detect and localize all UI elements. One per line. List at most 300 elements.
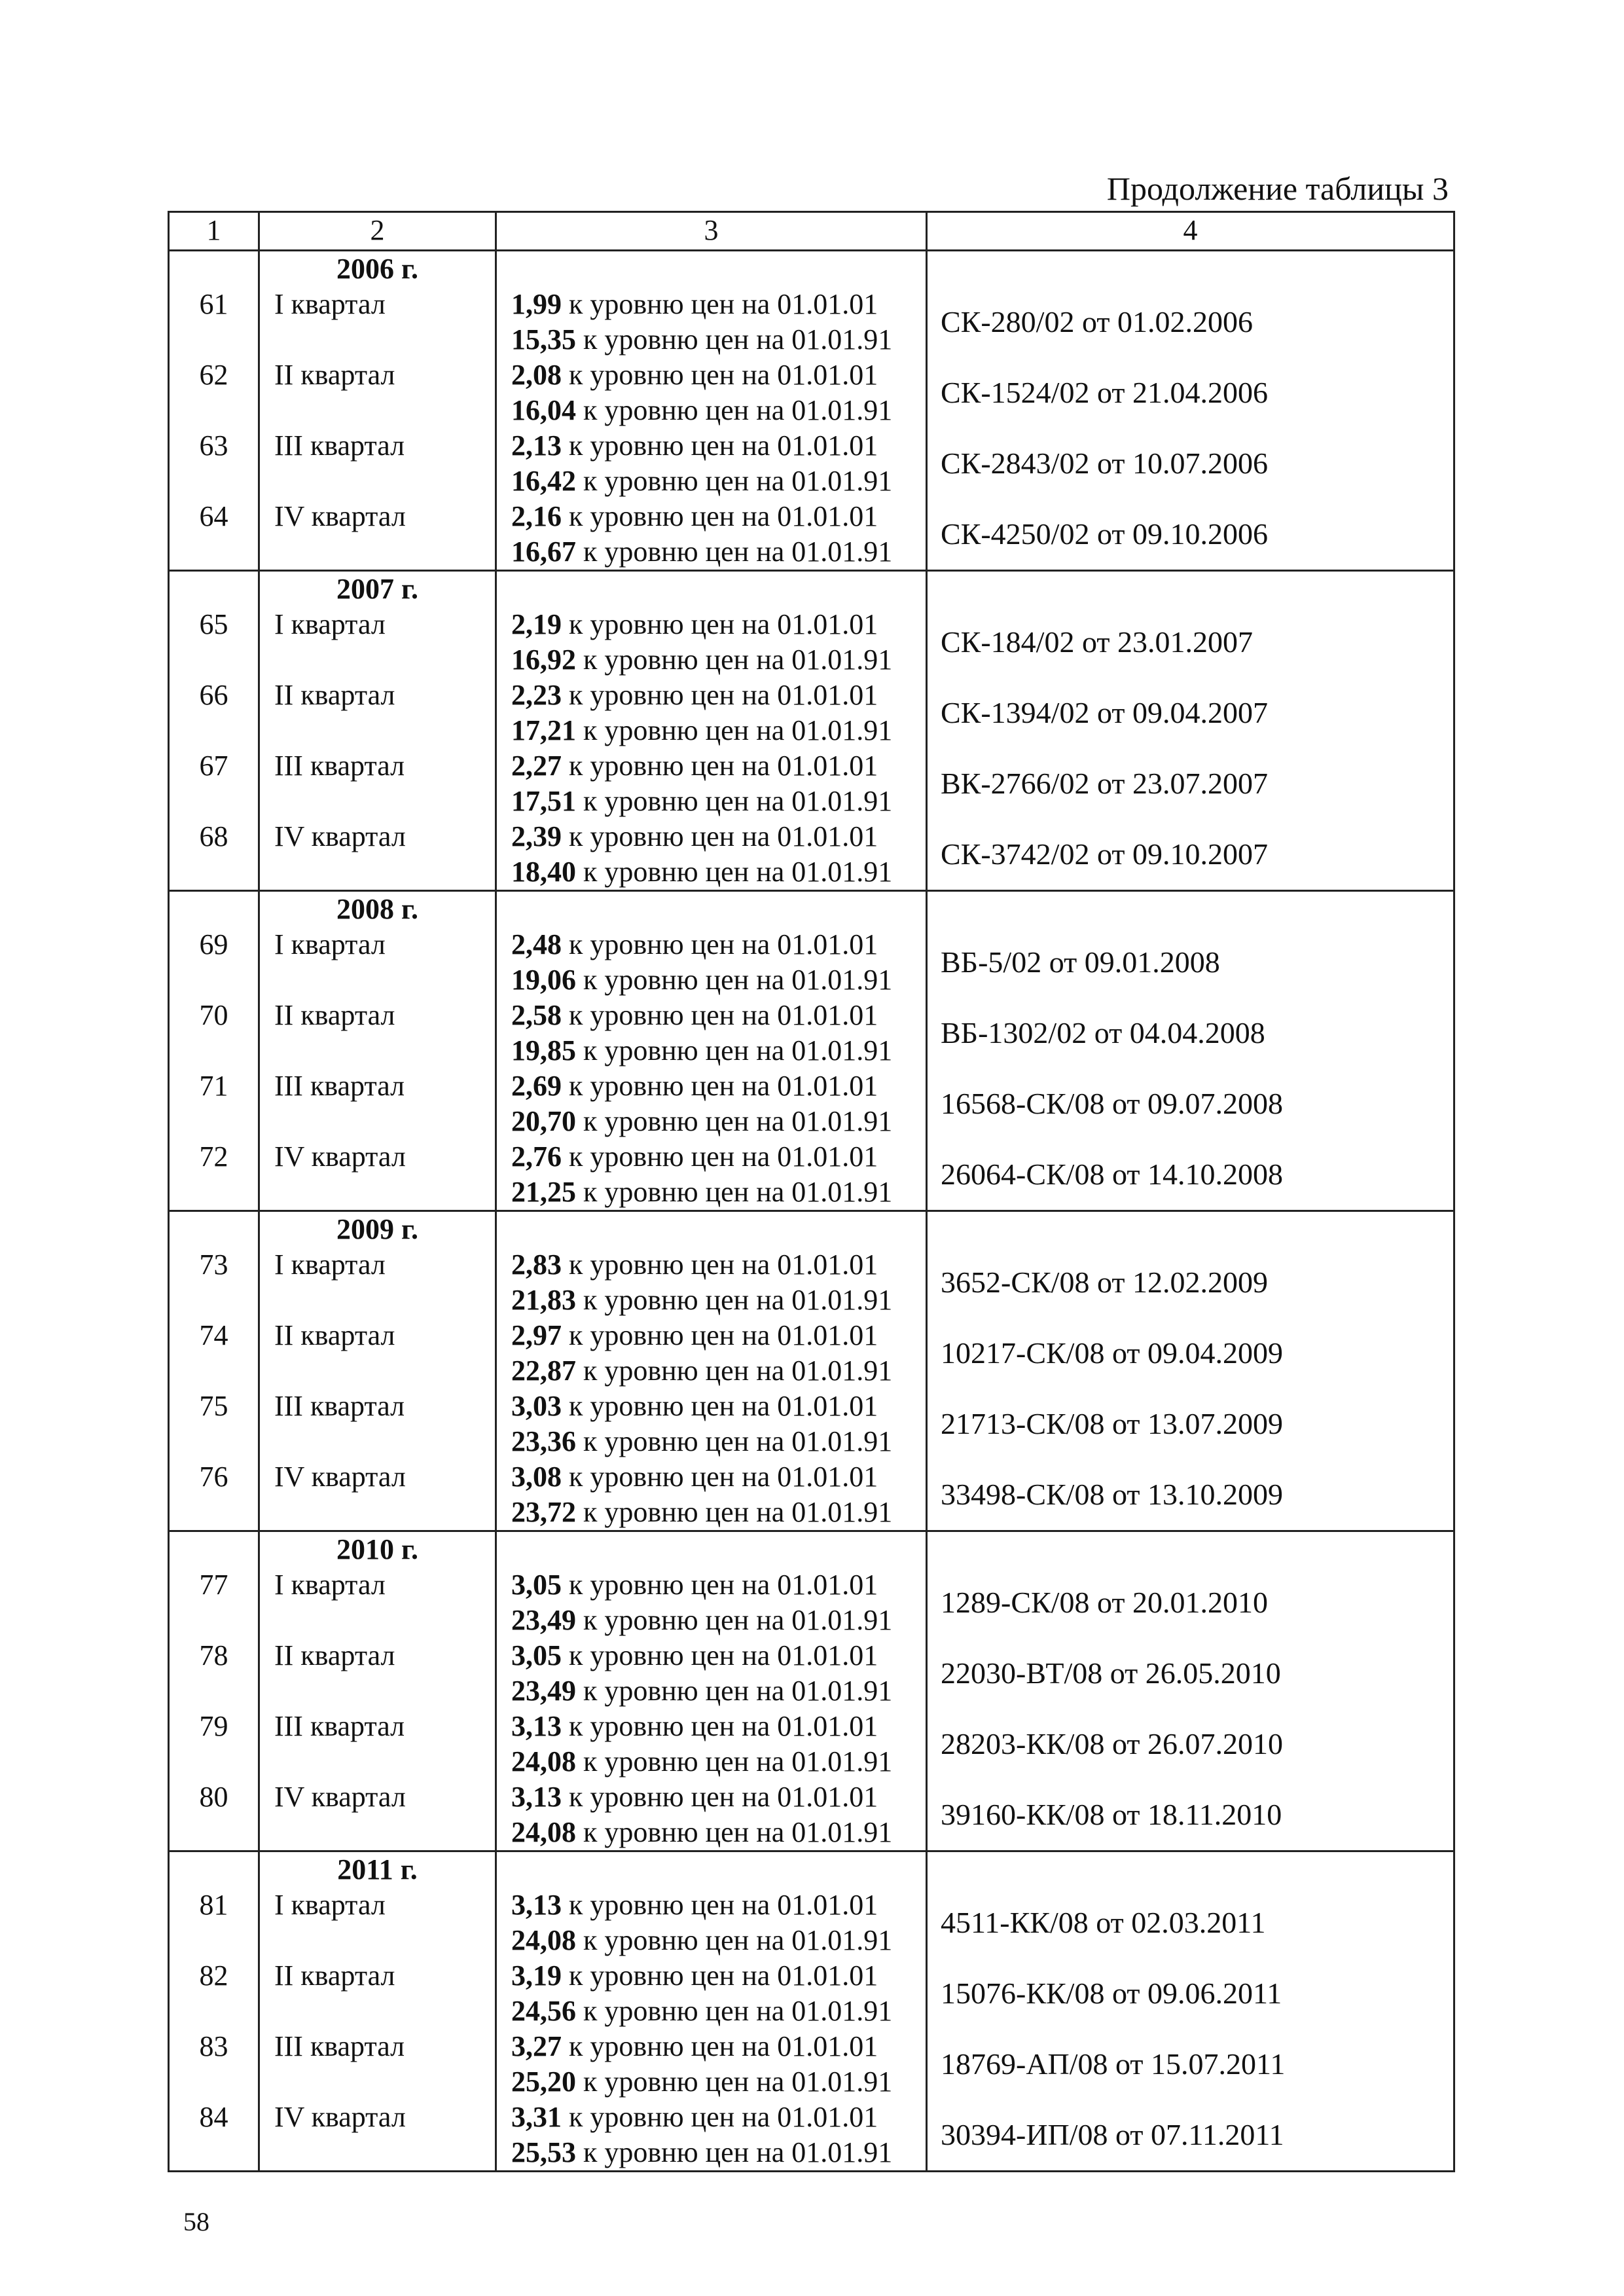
- column-header-4: 4: [927, 212, 1454, 251]
- year-row: [169, 1211, 1454, 1248]
- row-number: 65: [169, 607, 259, 678]
- index-value: 2,16: [511, 500, 562, 532]
- index-value: 25,53: [511, 2136, 576, 2168]
- base-date: 01.01.01: [777, 1070, 878, 1102]
- index-note: к уровню цен на: [583, 1105, 785, 1137]
- index-line: [511, 1673, 926, 1709]
- index-value: 15,35: [511, 323, 576, 355]
- row-number: 84: [169, 2100, 259, 2172]
- index-note: к уровню цен на: [569, 928, 770, 960]
- quarter-label: IV квартал: [259, 819, 496, 891]
- base-date: 01.01.91: [791, 1995, 893, 2027]
- index-cell: [496, 1389, 927, 1459]
- index-note: к уровню цен на: [583, 394, 785, 426]
- index-line: [511, 1247, 926, 1283]
- index-value: 2,76: [511, 1140, 562, 1173]
- letter-reference: 10217-СК/08 от 09.04.2009: [927, 1318, 1454, 1389]
- year-label: 2007 г.: [259, 571, 496, 608]
- index-note: к уровню цен на: [569, 1781, 770, 1813]
- index-value: 23,36: [511, 1425, 576, 1457]
- index-line: [511, 1638, 926, 1673]
- index-line: [511, 1567, 926, 1603]
- row-number: 78: [169, 1638, 259, 1709]
- index-note: к уровню цен на: [569, 2101, 770, 2133]
- base-date: 01.01.91: [791, 1675, 893, 1707]
- index-value: 3,27: [511, 2030, 562, 2062]
- index-note: к уровню цен на: [569, 288, 770, 320]
- index-note: к уровню цен на: [569, 2030, 770, 2062]
- row-number: 64: [169, 499, 259, 571]
- base-date: 01.01.01: [777, 2030, 878, 2062]
- row-number: 72: [169, 1139, 259, 1211]
- index-note: к уровню цен на: [569, 1569, 770, 1601]
- index-line: [511, 784, 926, 819]
- column-header-2: 2: [259, 212, 496, 251]
- base-date: 01.01.91: [791, 1355, 893, 1387]
- index-line: [511, 1068, 926, 1104]
- letter-reference: 28203-КК/08 от 26.07.2010: [927, 1709, 1454, 1779]
- base-date: 01.01.01: [777, 999, 878, 1031]
- index-note: к уровню цен на: [583, 1816, 785, 1848]
- index-note: к уровню цен на: [569, 820, 770, 852]
- row-number: 68: [169, 819, 259, 891]
- year-cell-num: [169, 1851, 259, 1888]
- index-value: 3,19: [511, 1959, 562, 1992]
- base-date: 01.01.91: [791, 323, 893, 355]
- table-row: [169, 678, 1454, 748]
- index-value: 2,97: [511, 1319, 562, 1351]
- table-row: [169, 819, 1454, 891]
- index-line: [511, 1744, 926, 1779]
- index-cell: [496, 1567, 927, 1638]
- index-line: [511, 1495, 926, 1530]
- index-line: [511, 1104, 926, 1139]
- index-value: 17,51: [511, 785, 576, 817]
- base-date: 01.01.91: [791, 1284, 893, 1316]
- index-note: к уровню цен на: [583, 323, 785, 355]
- index-value: 3,05: [511, 1569, 562, 1601]
- index-line: [511, 499, 926, 534]
- index-note: к уровню цен на: [583, 2136, 785, 2168]
- row-number: 79: [169, 1709, 259, 1779]
- index-note: к уровню цен на: [569, 359, 770, 391]
- quarter-label: II квартал: [259, 678, 496, 748]
- index-note: к уровню цен на: [583, 465, 785, 497]
- table-row: [169, 748, 1454, 819]
- index-cell: [496, 2100, 927, 2172]
- table-row: [169, 428, 1454, 499]
- table-row: [169, 357, 1454, 428]
- table-row: [169, 499, 1454, 571]
- letter-reference: СК-3742/02 от 09.10.2007: [927, 819, 1454, 891]
- year-cell-index: [496, 1851, 927, 1888]
- base-date: 01.01.91: [791, 394, 893, 426]
- index-value: 18,40: [511, 856, 576, 888]
- index-value: 24,08: [511, 1745, 576, 1777]
- index-cell: [496, 998, 927, 1068]
- index-note: к уровню цен на: [583, 964, 785, 996]
- table-row: [169, 927, 1454, 998]
- year-cell-letter: [927, 891, 1454, 928]
- index-value: 2,23: [511, 679, 562, 711]
- letter-reference: 22030-ВТ/08 от 26.05.2010: [927, 1638, 1454, 1709]
- row-number: 67: [169, 748, 259, 819]
- index-line: [511, 464, 926, 499]
- index-value: 21,25: [511, 1176, 576, 1208]
- year-cell-letter: [927, 1531, 1454, 1568]
- index-value: 2,39: [511, 820, 562, 852]
- quarter-label: II квартал: [259, 1638, 496, 1709]
- table-row: [169, 1459, 1454, 1531]
- index-line: [511, 2100, 926, 2135]
- index-value: 16,42: [511, 465, 576, 497]
- index-line: [511, 1318, 926, 1353]
- base-date: 01.01.91: [791, 465, 893, 497]
- index-line: [511, 748, 926, 784]
- index-value: 22,87: [511, 1355, 576, 1387]
- index-value: 3,05: [511, 1639, 562, 1671]
- table-row: [169, 1779, 1454, 1851]
- quarter-label: IV квартал: [259, 2100, 496, 2172]
- index-note: к уровню цен на: [583, 1284, 785, 1316]
- index-cell: [496, 1709, 927, 1779]
- index-note: к уровню цен на: [583, 1176, 785, 1208]
- index-value: 2,69: [511, 1070, 562, 1102]
- letter-reference: 21713-СК/08 от 13.07.2009: [927, 1389, 1454, 1459]
- index-line: [511, 428, 926, 464]
- row-number: 76: [169, 1459, 259, 1531]
- letter-reference: 15076-КК/08 от 09.06.2011: [927, 1958, 1454, 2029]
- table-row: [169, 287, 1454, 357]
- letter-reference: СК-1394/02 от 09.04.2007: [927, 678, 1454, 748]
- index-value: 2,48: [511, 928, 562, 960]
- index-cell: [496, 1887, 927, 1958]
- year-cell-num: [169, 1531, 259, 1568]
- table-row: [169, 1887, 1454, 1958]
- index-line: [511, 2064, 926, 2100]
- index-line: [511, 322, 926, 357]
- index-note: к уровню цен на: [569, 429, 770, 462]
- year-cell-letter: [927, 571, 1454, 608]
- index-cell: [496, 678, 927, 748]
- index-note: к уровню цен на: [583, 536, 785, 568]
- column-header-3: 3: [496, 212, 927, 251]
- index-cell: [496, 357, 927, 428]
- index-note: к уровню цен на: [583, 1425, 785, 1457]
- index-cell: [496, 1139, 927, 1211]
- index-cell: [496, 748, 927, 819]
- base-date: 01.01.91: [791, 785, 893, 817]
- index-value: 3,13: [511, 1710, 562, 1742]
- year-label: 2009 г.: [259, 1211, 496, 1248]
- index-value: 23,49: [511, 1675, 576, 1707]
- letter-reference: СК-1524/02 от 21.04.2006: [927, 357, 1454, 428]
- index-note: к уровню цен на: [569, 1889, 770, 1921]
- index-cell: [496, 1318, 927, 1389]
- index-note: к уровню цен на: [569, 679, 770, 711]
- row-number: 63: [169, 428, 259, 499]
- year-row: [169, 571, 1454, 608]
- table-row: [169, 1389, 1454, 1459]
- year-label: 2006 г.: [259, 251, 496, 287]
- table-row: [169, 607, 1454, 678]
- index-cell: [496, 1958, 927, 2029]
- index-line: [511, 678, 926, 713]
- index-line: [511, 607, 926, 642]
- year-cell-num: [169, 571, 259, 608]
- base-date: 01.01.01: [777, 359, 878, 391]
- base-date: 01.01.91: [791, 1745, 893, 1777]
- index-note: к уровню цен на: [583, 1604, 785, 1636]
- index-line: [511, 1779, 926, 1815]
- index-value: 16,92: [511, 644, 576, 676]
- index-note: к уровню цен на: [569, 1248, 770, 1281]
- letter-reference: СК-184/02 от 23.01.2007: [927, 607, 1454, 678]
- letter-reference: СК-4250/02 от 09.10.2006: [927, 499, 1454, 571]
- row-number: 61: [169, 287, 259, 357]
- year-cell-index: [496, 1211, 927, 1248]
- index-value: 3,13: [511, 1781, 562, 1813]
- row-number: 73: [169, 1247, 259, 1318]
- index-line: [511, 357, 926, 393]
- index-note: к уровню цен на: [583, 785, 785, 817]
- index-note: к уровню цен на: [569, 1710, 770, 1742]
- letter-reference: СК-280/02 от 01.02.2006: [927, 287, 1454, 357]
- base-date: 01.01.91: [791, 1105, 893, 1137]
- letter-reference: 30394-ИП/08 от 07.11.2011: [927, 2100, 1454, 2172]
- year-row: [169, 1851, 1454, 1888]
- index-note: к уровню цен на: [583, 1034, 785, 1066]
- base-date: 01.01.01: [777, 1390, 878, 1422]
- base-date: 01.01.01: [777, 1569, 878, 1601]
- index-value: 2,08: [511, 359, 562, 391]
- index-value: 2,83: [511, 1248, 562, 1281]
- quarter-label: III квартал: [259, 748, 496, 819]
- page-number: 58: [183, 2207, 209, 2236]
- index-table: [168, 211, 1455, 2172]
- index-value: 16,04: [511, 394, 576, 426]
- index-line: [511, 962, 926, 998]
- quarter-label: II квартал: [259, 998, 496, 1068]
- index-cell: [496, 428, 927, 499]
- quarter-label: I квартал: [259, 287, 496, 357]
- index-value: 3,08: [511, 1461, 562, 1493]
- quarter-label: I квартал: [259, 1887, 496, 1958]
- index-value: 19,85: [511, 1034, 576, 1066]
- table-row: [169, 1638, 1454, 1709]
- index-value: 3,31: [511, 2101, 562, 2133]
- letter-reference: СК-2843/02 от 10.07.2006: [927, 428, 1454, 499]
- index-line: [511, 998, 926, 1033]
- year-row: [169, 891, 1454, 928]
- index-value: 19,06: [511, 964, 576, 996]
- quarter-label: IV квартал: [259, 1139, 496, 1211]
- index-cell: [496, 1247, 927, 1318]
- base-date: 01.01.91: [791, 1425, 893, 1457]
- letter-reference: 39160-КК/08 от 18.11.2010: [927, 1779, 1454, 1851]
- index-note: к уровню цен на: [583, 856, 785, 888]
- row-number: 71: [169, 1068, 259, 1139]
- index-line: [511, 1815, 926, 1850]
- index-value: 17,21: [511, 714, 576, 746]
- index-value: 3,13: [511, 1889, 562, 1921]
- index-note: к уровню цен на: [583, 1924, 785, 1956]
- row-number: 62: [169, 357, 259, 428]
- index-value: 16,67: [511, 536, 576, 568]
- letter-reference: 18769-АП/08 от 15.07.2011: [927, 2029, 1454, 2100]
- quarter-label: I квартал: [259, 1567, 496, 1638]
- index-line: [511, 1958, 926, 1994]
- quarter-label: I квартал: [259, 607, 496, 678]
- index-line: [511, 1033, 926, 1068]
- index-line: [511, 1603, 926, 1638]
- base-date: 01.01.91: [791, 1176, 893, 1208]
- index-note: к уровню цен на: [569, 1639, 770, 1671]
- index-note: к уровню цен на: [569, 608, 770, 640]
- base-date: 01.01.01: [777, 679, 878, 711]
- letter-reference: 1289-СК/08 от 20.01.2010: [927, 1567, 1454, 1638]
- index-value: 2,13: [511, 429, 562, 462]
- quarter-label: III квартал: [259, 428, 496, 499]
- index-note: к уровню цен на: [583, 1496, 785, 1528]
- index-note: к уровню цен на: [569, 750, 770, 782]
- base-date: 01.01.91: [791, 714, 893, 746]
- base-date: 01.01.01: [777, 928, 878, 960]
- index-line: [511, 393, 926, 428]
- index-cell: [496, 1638, 927, 1709]
- index-line: [511, 854, 926, 890]
- index-line: [511, 1353, 926, 1389]
- index-note: к уровню цен на: [569, 1319, 770, 1351]
- index-line: [511, 1459, 926, 1495]
- index-line: [511, 1923, 926, 1958]
- year-cell-index: [496, 571, 927, 608]
- base-date: 01.01.01: [777, 1781, 878, 1813]
- index-note: к уровню цен на: [569, 1140, 770, 1173]
- base-date: 01.01.01: [777, 1461, 878, 1493]
- table-row: [169, 1567, 1454, 1638]
- table-row: [169, 1068, 1454, 1139]
- index-value: 24,08: [511, 1816, 576, 1848]
- index-value: 2,58: [511, 999, 562, 1031]
- index-line: [511, 1283, 926, 1318]
- index-line: [511, 2029, 926, 2064]
- index-note: к уровню цен на: [583, 1675, 785, 1707]
- base-date: 01.01.01: [777, 1140, 878, 1173]
- base-date: 01.01.91: [791, 1816, 893, 1848]
- table-row: [169, 1247, 1454, 1318]
- year-label: 2010 г.: [259, 1531, 496, 1568]
- index-note: к уровню цен на: [583, 1355, 785, 1387]
- index-note: к уровню цен на: [583, 1745, 785, 1777]
- index-cell: [496, 927, 927, 998]
- quarter-label: III квартал: [259, 1389, 496, 1459]
- index-line: [511, 2135, 926, 2170]
- row-number: 75: [169, 1389, 259, 1459]
- table-row: [169, 998, 1454, 1068]
- index-note: к уровню цен на: [569, 1461, 770, 1493]
- quarter-label: IV квартал: [259, 499, 496, 571]
- letter-reference: 4511-КК/08 от 02.03.2011: [927, 1887, 1454, 1958]
- quarter-label: III квартал: [259, 2029, 496, 2100]
- index-note: к уровню цен на: [569, 1959, 770, 1992]
- base-date: 01.01.01: [777, 820, 878, 852]
- index-cell: [496, 2029, 927, 2100]
- table-row: [169, 2100, 1454, 2172]
- base-date: 01.01.01: [777, 1710, 878, 1742]
- base-date: 01.01.91: [791, 964, 893, 996]
- letter-reference: 26064-СК/08 от 14.10.2008: [927, 1139, 1454, 1211]
- base-date: 01.01.01: [777, 288, 878, 320]
- letter-reference: ВБ-5/02 от 09.01.2008: [927, 927, 1454, 998]
- index-value: 3,03: [511, 1390, 562, 1422]
- index-value: 24,08: [511, 1924, 576, 1956]
- base-date: 01.01.91: [791, 856, 893, 888]
- base-date: 01.01.01: [777, 500, 878, 532]
- index-note: к уровню цен на: [569, 1070, 770, 1102]
- base-date: 01.01.91: [791, 1496, 893, 1528]
- letter-reference: 3652-СК/08 от 12.02.2009: [927, 1247, 1454, 1318]
- quarter-label: III квартал: [259, 1068, 496, 1139]
- quarter-label: II квартал: [259, 1958, 496, 2029]
- index-line: [511, 1424, 926, 1459]
- index-value: 21,83: [511, 1284, 576, 1316]
- base-date: 01.01.91: [791, 1034, 893, 1066]
- year-label: 2011 г.: [259, 1851, 496, 1888]
- column-header-1: 1: [169, 212, 259, 251]
- base-date: 01.01.01: [777, 1319, 878, 1351]
- base-date: 01.01.91: [791, 1604, 893, 1636]
- index-cell: [496, 287, 927, 357]
- year-cell-letter: [927, 1851, 1454, 1888]
- row-number: 83: [169, 2029, 259, 2100]
- quarter-label: IV квартал: [259, 1459, 496, 1531]
- table-caption: Продолжение таблицы 3: [1106, 170, 1449, 207]
- table-row: [169, 1709, 1454, 1779]
- base-date: 01.01.91: [791, 536, 893, 568]
- index-cell: [496, 499, 927, 571]
- base-date: 01.01.01: [777, 1959, 878, 1992]
- year-cell-letter: [927, 251, 1454, 287]
- quarter-label: I квартал: [259, 927, 496, 998]
- index-line: [511, 534, 926, 570]
- index-value: 20,70: [511, 1105, 576, 1137]
- base-date: 01.01.01: [777, 608, 878, 640]
- row-number: 82: [169, 1958, 259, 2029]
- index-value: 2,19: [511, 608, 562, 640]
- index-line: [511, 642, 926, 678]
- index-value: 25,20: [511, 2066, 576, 2098]
- index-note: к уровню цен на: [583, 714, 785, 746]
- index-value: 23,49: [511, 1604, 576, 1636]
- year-cell-num: [169, 891, 259, 928]
- index-note: к уровню цен на: [569, 500, 770, 532]
- index-value: 1,99: [511, 288, 562, 320]
- index-note: к уровню цен на: [583, 2066, 785, 2098]
- year-cell-index: [496, 251, 927, 287]
- year-row: [169, 251, 1454, 287]
- base-date: 01.01.01: [777, 750, 878, 782]
- year-cell-num: [169, 251, 259, 287]
- letter-reference: 16568-СК/08 от 09.07.2008: [927, 1068, 1454, 1139]
- base-date: 01.01.01: [777, 429, 878, 462]
- index-line: [511, 287, 926, 322]
- year-cell-num: [169, 1211, 259, 1248]
- base-date: 01.01.01: [777, 1889, 878, 1921]
- index-line: [511, 927, 926, 962]
- year-cell-index: [496, 891, 927, 928]
- index-line: [511, 1709, 926, 1744]
